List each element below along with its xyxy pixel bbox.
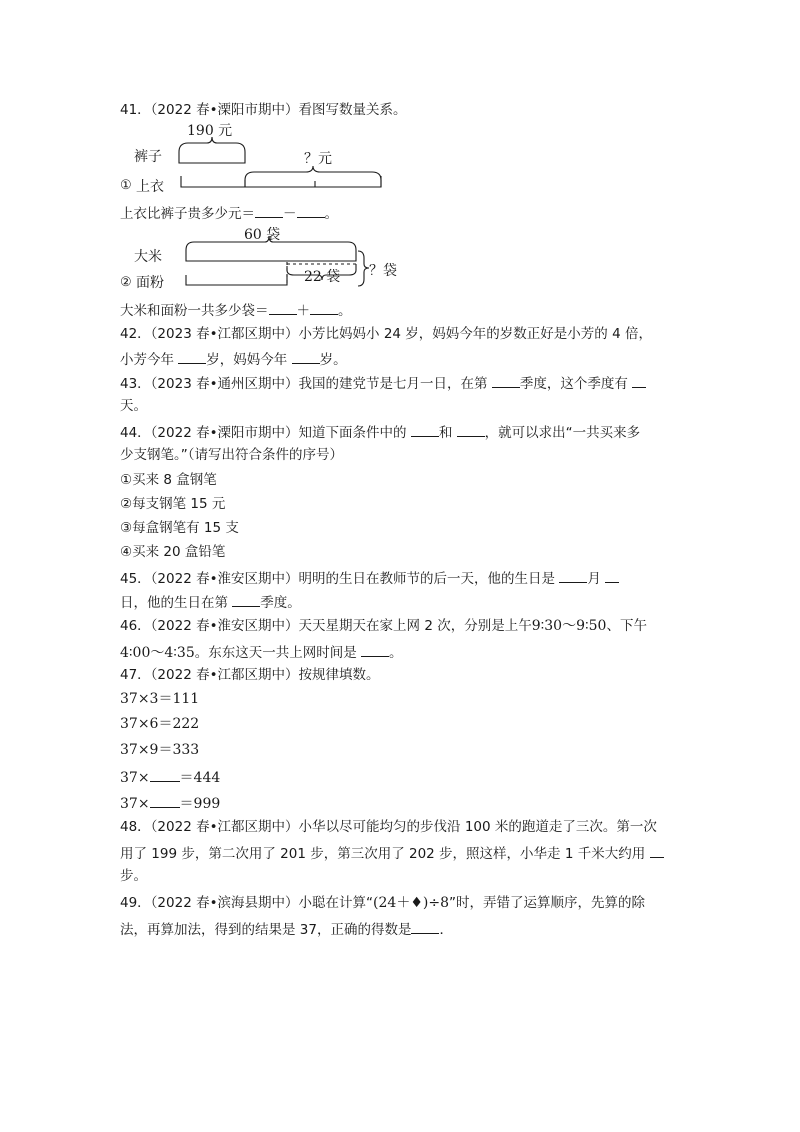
- q48-line1: 48．（2022 春•江都区期中）小华以尽可能均匀的步伐沿 100 米的跑道走了三次。第一次: [120, 819, 657, 835]
- d1-row1-label: 裤子: [134, 149, 162, 165]
- d2-side-label: ？袋: [369, 263, 397, 279]
- blank-d2-a[interactable]: [269, 300, 297, 315]
- q47-eq5: 37× ＝999: [120, 793, 220, 813]
- d1-row2-label: 上衣: [136, 179, 164, 195]
- d1-trousers-bar: [179, 152, 245, 163]
- d2-side-brace: [358, 251, 369, 286]
- d2-rice-bar: [186, 250, 356, 261]
- q44-line1: 44．（2022 春•溧阳市期中）知道下面条件中的 和 ，就可以求出“一共买来多: [120, 422, 640, 442]
- blank-q42-a[interactable]: [178, 349, 206, 364]
- q41-answer-line2: 大米和面粉一共多少袋＝ ＋ 。: [120, 300, 352, 320]
- q44-option-4: ④买来 20 盒铅笔: [120, 544, 226, 560]
- blank-d1-a[interactable]: [255, 203, 283, 218]
- d2-row2-label: 面粉: [136, 275, 164, 291]
- q42-line2: 小芳今年 岁，妈妈今年 岁。: [120, 349, 347, 369]
- d1-top-label: 190 元: [187, 123, 233, 139]
- q47-stem: 47．（2022 春•江都区期中）按规律填数。: [120, 667, 380, 683]
- q42-line1: 42．（2023 春•江都区期中）小芳比妈妈小 24 岁，妈妈今年的岁数正好是小芳的 4 倍，: [120, 326, 652, 342]
- q48-line3: 步。: [120, 868, 147, 884]
- q47-eq4: 37× ＝444: [120, 767, 220, 787]
- blank-q49[interactable]: [411, 919, 439, 934]
- q45-line2: 日，他的生日在第 季度。: [120, 592, 301, 612]
- blank-q45-b[interactable]: [605, 568, 619, 583]
- q45-line1: 45．（2022 春•淮安区期中）明明的生日在教师节的后一天，他的生日是 月: [120, 568, 619, 588]
- blank-q47-b[interactable]: [150, 793, 180, 808]
- blank-q47-a[interactable]: [150, 767, 180, 782]
- q46-line2: 4∶00～4∶35。东东这天一共上网时间是 。: [120, 642, 403, 662]
- q43-line2: 天。: [120, 398, 147, 414]
- d1-number: ①: [120, 178, 132, 193]
- d2-flour-bar: [186, 275, 287, 285]
- d1-top-brace: [179, 137, 245, 152]
- blank-q46[interactable]: [361, 642, 389, 657]
- q44-option-2: ②每支钢笔 15 元: [120, 496, 226, 512]
- blank-q43-b[interactable]: [632, 373, 646, 388]
- q41-answer-line1: 上衣比裤子贵多少元＝ － 。: [120, 203, 338, 223]
- d1-question-label: ？元: [304, 151, 332, 167]
- d1-question-brace: [245, 166, 381, 187]
- d2-top-label: 60 袋: [244, 227, 281, 243]
- blank-q43-a[interactable]: [492, 373, 520, 388]
- q49-line1: 49．（2022 春•滨海县期中）小聪在计算“(24＋♦)÷8”时，弄错了运算顺序，先算的除: [120, 895, 645, 911]
- d2-row1-label: 大米: [134, 249, 162, 265]
- q43-line1: 43．（2023 春•通州区期中）我国的建党节是七月一日，在第 季度，这个季度有: [120, 373, 646, 393]
- q47-eq2: 37×6＝222: [120, 716, 200, 732]
- blank-q45-a[interactable]: [559, 568, 587, 583]
- q46-line1: 46．（2022 春•淮安区期中）天天星期天在家上网 2 次，分别是上午9∶30～9∶50、下午: [120, 618, 647, 634]
- d2-number: ②: [120, 275, 132, 290]
- q44-option-3: ③每盒钢笔有 15 支: [120, 520, 239, 536]
- d2-inner-label: 22 袋: [304, 269, 341, 285]
- blank-q45-c[interactable]: [232, 592, 260, 607]
- q48-line2: 用了 199 步，第二次用了 201 步，第三次用了 202 步，照这样，小华走 1 千米大约用: [120, 843, 664, 863]
- q44-option-1: ①买来 8 盒钢笔: [120, 472, 217, 488]
- blank-q42-b[interactable]: [292, 349, 320, 364]
- blank-q48[interactable]: [650, 843, 664, 858]
- q47-eq3: 37×9＝333: [120, 742, 200, 758]
- blank-q44-a[interactable]: [411, 422, 439, 437]
- blank-d2-b[interactable]: [310, 300, 338, 315]
- q47-eq1: 37×3＝111: [120, 691, 200, 707]
- d1-shirt-bar: [181, 176, 381, 187]
- q44-line2: 少支钢笔。”（请写出符合条件的序号）: [120, 447, 343, 463]
- q41-stem: 41．（2022 春•溧阳市期中）看图写数量关系。: [120, 102, 407, 118]
- blank-q44-b[interactable]: [457, 422, 485, 437]
- blank-d1-b[interactable]: [297, 203, 325, 218]
- q49-line2: 法，再算加法，得到的结果是 37，正确的得数是 ．: [120, 919, 453, 939]
